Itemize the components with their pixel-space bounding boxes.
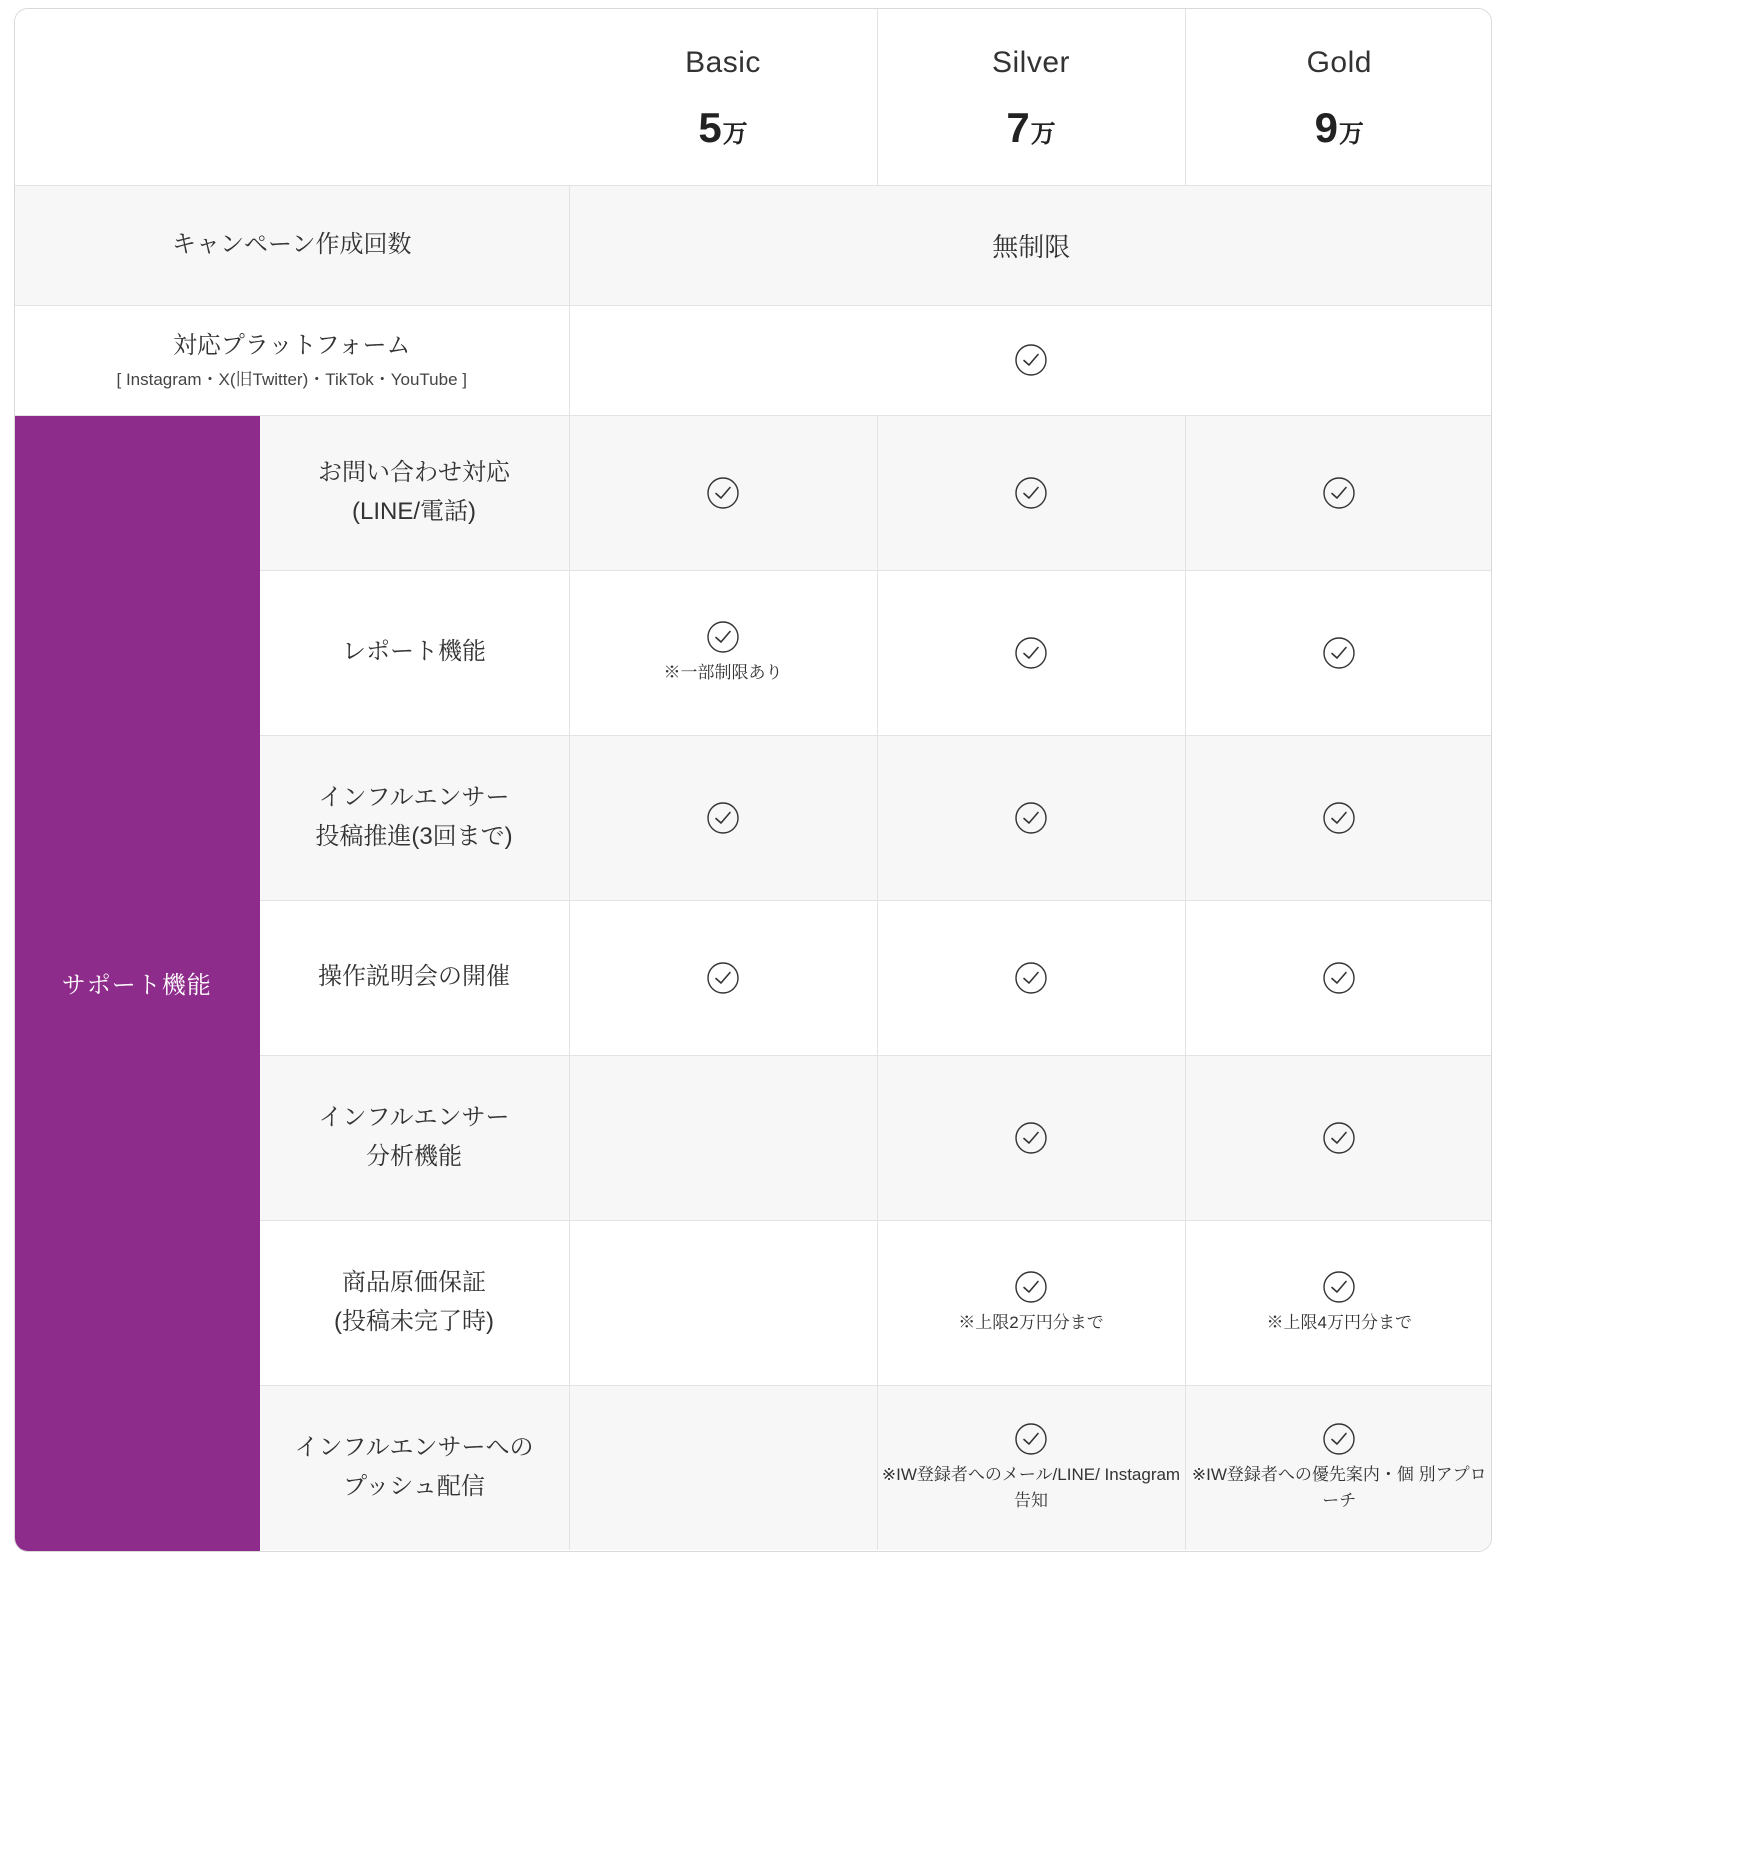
check-icon <box>1014 801 1048 835</box>
plan-price-basic <box>570 103 877 151</box>
feature-label-contact-support-line2: (LINE/電話) <box>351 497 476 525</box>
value-note-cost-guarantee-gold: ※上限4万円分まで <box>1266 1312 1412 1332</box>
plan-header-basic <box>569 9 877 185</box>
feature-label-push-delivery-line1: インフルエンサーへの <box>294 1434 534 1462</box>
value-report-gold <box>1185 570 1492 735</box>
feature-label-influencer-posting-line1: インフルエンサー <box>318 784 510 812</box>
check-icon <box>1014 343 1048 377</box>
feature-label-report: レポート機能 <box>259 570 569 735</box>
value-operation-seminar-gold <box>1185 900 1492 1055</box>
check-icon <box>1322 1422 1356 1456</box>
feature-label-cost-guarantee-line2: (投稿未完了時) <box>334 1307 494 1335</box>
check-icon <box>1322 961 1356 995</box>
plan-price-value-silver: 7 <box>1006 103 1030 151</box>
feature-label-campaign-count: キャンペーン作成回数 <box>15 185 569 305</box>
feature-label-influencer-posting <box>259 735 569 900</box>
plan-header-gold <box>1185 9 1492 185</box>
unlimited-text: 無制限 <box>992 231 1071 262</box>
check-icon <box>706 961 740 995</box>
value-influencer-posting-basic <box>569 735 877 900</box>
feature-label-contact-support-line1: お問い合わせ対応 <box>318 459 510 487</box>
check-icon <box>1322 636 1356 670</box>
value-push-delivery-basic <box>569 1385 877 1550</box>
feature-label-push-delivery <box>259 1385 569 1550</box>
feature-label-cost-guarantee-line1: 商品原価保証 <box>342 1269 486 1297</box>
plan-price-unit-silver: 万 <box>1030 119 1056 148</box>
value-push-delivery-silver <box>877 1385 1185 1550</box>
value-report-basic <box>569 570 877 735</box>
feature-label-influencer-analytics <box>259 1055 569 1220</box>
plan-price-silver <box>878 103 1185 151</box>
check-icon <box>1014 1270 1048 1304</box>
feature-label-cost-guarantee <box>259 1220 569 1385</box>
value-push-delivery-gold <box>1185 1385 1492 1550</box>
feature-label-platforms <box>15 305 569 415</box>
value-influencer-analytics-silver <box>877 1055 1185 1220</box>
plan-price-gold <box>1186 103 1493 151</box>
plan-name-silver: Silver <box>991 45 1070 79</box>
check-icon <box>1014 961 1048 995</box>
plan-price-value-basic: 5 <box>698 103 722 151</box>
check-icon <box>1014 636 1048 670</box>
value-influencer-analytics-basic <box>569 1055 877 1220</box>
header-blank-cell <box>15 9 569 185</box>
check-icon <box>1322 1270 1356 1304</box>
check-icon <box>706 620 740 654</box>
table-row <box>15 185 1492 305</box>
check-icon <box>1014 476 1048 510</box>
value-influencer-analytics-gold <box>1185 1055 1492 1220</box>
value-cost-guarantee-gold <box>1185 1220 1492 1385</box>
value-note-report-basic: ※一部制限あり <box>663 662 783 682</box>
value-contact-support-silver <box>877 415 1185 570</box>
plan-price-unit-gold: 万 <box>1338 119 1364 148</box>
value-cost-guarantee-silver <box>877 1220 1185 1385</box>
value-influencer-posting-gold <box>1185 735 1492 900</box>
plan-name-gold: Gold <box>1306 45 1372 79</box>
check-icon <box>1322 476 1356 510</box>
value-contact-support-gold <box>1185 415 1492 570</box>
feature-label-influencer-analytics-line2: 分析機能 <box>366 1142 462 1170</box>
plan-price-value-gold: 9 <box>1314 103 1338 151</box>
category-label-support: サポート機能 <box>15 415 259 1550</box>
value-influencer-posting-silver <box>877 735 1185 900</box>
feature-label-push-delivery-line2: プッシュ配信 <box>343 1472 485 1500</box>
check-icon <box>1322 801 1356 835</box>
value-cost-guarantee-basic <box>569 1220 877 1385</box>
check-icon <box>1014 1422 1048 1456</box>
pricing-table-container <box>14 8 1492 1552</box>
feature-label-influencer-analytics-line1: インフルエンサー <box>318 1104 510 1132</box>
table-row <box>15 305 1492 415</box>
table-row <box>15 415 1492 570</box>
plan-name-basic: Basic <box>685 45 761 79</box>
value-contact-support-basic <box>569 415 877 570</box>
value-report-silver <box>877 570 1185 735</box>
feature-label-influencer-posting-line2: 投稿推進(3回まで) <box>315 822 513 850</box>
table-header-row <box>15 9 1492 185</box>
value-note-push-delivery-gold: ※IW登録者への優先案内・個 別アプローチ <box>1191 1465 1487 1510</box>
plan-header-silver <box>877 9 1185 185</box>
check-icon <box>706 476 740 510</box>
value-note-push-delivery-silver: ※IW登録者へのメール/LINE/ Instagram告知 <box>881 1465 1181 1510</box>
value-operation-seminar-basic <box>569 900 877 1055</box>
check-icon <box>1014 1121 1048 1155</box>
check-icon <box>706 801 740 835</box>
plan-price-unit-basic: 万 <box>722 119 748 148</box>
feature-label-platforms-main: 対応プラットフォーム <box>172 332 411 360</box>
value-platforms-all <box>569 305 1492 415</box>
feature-label-contact-support <box>259 415 569 570</box>
value-note-cost-guarantee-silver: ※上限2万円分まで <box>958 1312 1104 1332</box>
feature-label-platforms-sub: [ Instagram・X(旧Twitter)・TikTok・YouTube ] <box>116 370 467 390</box>
value-operation-seminar-silver <box>877 900 1185 1055</box>
value-campaign-count-all <box>569 185 1492 305</box>
pricing-table <box>15 9 1492 1551</box>
feature-label-operation-seminar: 操作説明会の開催 <box>259 900 569 1055</box>
check-icon <box>1322 1121 1356 1155</box>
